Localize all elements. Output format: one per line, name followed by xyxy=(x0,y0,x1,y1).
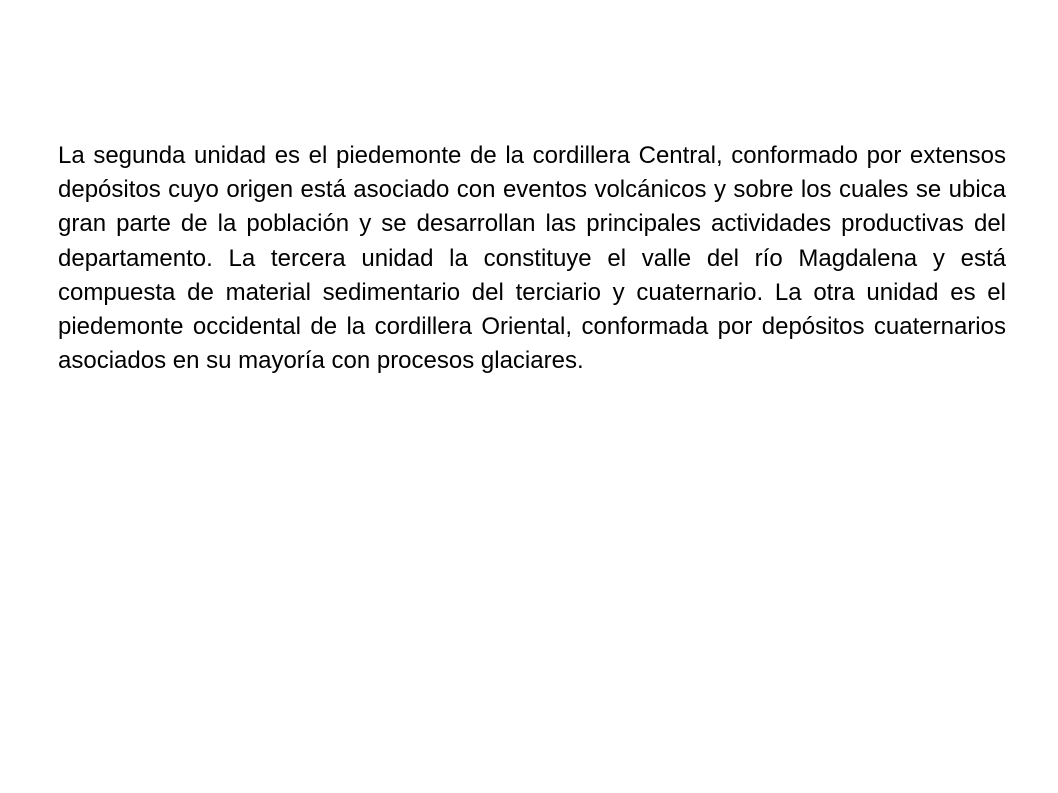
body-paragraph: La segunda unidad es el piedemonte de la cordillera Central, conformado por extensos depósitos cuyo origen está asociado con eventos volcánicos y sobre los cuales se ubica gran parte de la población y se desarrollan las principales actividades productivas del departamento. La tercera unidad la constituye el valle del río Magdalena y está compuesta de material sedimentario del terciario y cuaternario. La otra unidad es el piedemonte occidental de la cordillera Oriental, conformada por depósitos cuaternarios asociados en su mayoría con procesos glaciares. xyxy=(58,142,1006,375)
